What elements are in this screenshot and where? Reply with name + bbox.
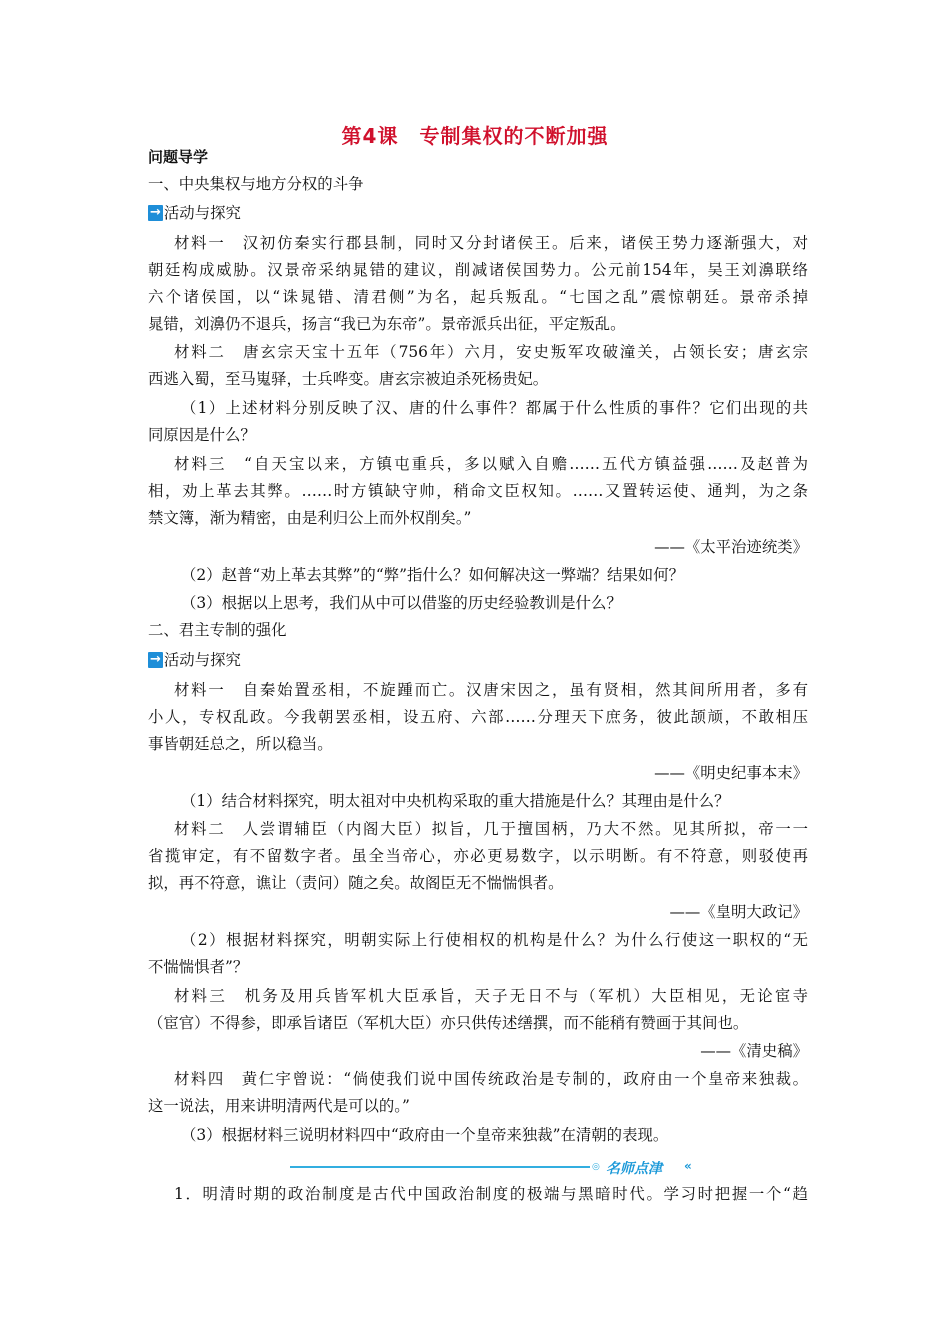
s2-m2-line-1: 省揽审定，有不留数字者。虽全当帝心，亦必更易数字，以示明断。有不符意，则驳使再: [148, 847, 808, 865]
dots-icon: ◎: [592, 1162, 600, 1172]
s1-question-2: （2）赵普“劝上革去其弊”的“弊”指什么？如何解决这一弊端？结果如何？: [181, 566, 684, 584]
s1-line-9: 相，劝上革去其弊。……时方镇缺守帅，稍命文臣权知。……又置转运使、通判，为之条: [148, 482, 808, 500]
guide-heading: 问题导学: [148, 148, 209, 166]
teacher-tips-label: [606, 1158, 662, 1178]
s1-line-1: 朝廷构成威胁。汉景帝采纳晁错的建议，削减诸侯国势力。公元前154年，吴王刘濞联络: [148, 261, 808, 279]
section1-activity: [148, 203, 808, 223]
lesson-title: 第4课 专制集权的不断加强: [341, 124, 609, 148]
section1-heading: 一、中央集权与地方分权的斗争: [148, 175, 364, 193]
s2-m1-line-1: 小人，专权乱政。今我朝罢丞相，设五府、六部……分理天下庶务，彼此颉颃，不敢相压: [148, 708, 808, 726]
s1-line-10: 禁文簿，渐为精密，由是利归公上而外权削矣。”: [148, 509, 472, 527]
s2-m2-line-2: 拟，再不符意，谯让（责问）随之矣。故阁臣无不惴惴惧者。: [148, 874, 564, 892]
teacher-tips-text: 名师点津: [606, 1161, 662, 1177]
divider-rule: [290, 1166, 590, 1168]
section2-heading: 二、君主专制的强化: [148, 621, 287, 639]
activity-label: 活动与探究: [163, 204, 241, 222]
s1-line-8: 材料三 “自天宝以来，方镇屯重兵，多以赋入自赡……五代方镇益强……及赵普为: [174, 455, 808, 473]
activity-label: 活动与探究: [163, 651, 241, 669]
teacher-note-line: 1．明清时期的政治制度是古代中国政治制度的极端与黑暗时代。学习时把握一个“趋: [174, 1185, 808, 1203]
s1-line-3: 晁错，刘濞仍不退兵，扬言“我已为东帝”。景帝派兵出征，平定叛乱。: [148, 315, 626, 333]
s2-q2-line-0: （2）根据材料探究，明朝实际上行使相权的机构是什么？为什么行使这一职权的“无: [181, 931, 808, 949]
s2-m4-line-0: 材料四 黄仁宇曾说：“倘使我们说中国传统政治是专制的，政府由一个皇帝来独裁。: [174, 1070, 808, 1088]
s2-m3-source: ——《清史稿》: [700, 1042, 808, 1060]
s2-m4-line-1: 这一说法，用来讲明清两代是可以的。”: [148, 1097, 410, 1115]
teacher-tips-divider: [290, 1158, 700, 1176]
s2-question-1: （1）结合材料探究，明太祖对中央机构采取的重大措施是什么？其理由是什么？: [181, 792, 730, 810]
s2-m3-line-1: （宦官）不得参，即承旨诸臣（军机大臣）亦只供传述缮撰，而不能稍有赞画于其间也。: [148, 1014, 749, 1032]
s1-line-2: 六个诸侯国，以“诛晁错、清君侧”为名，起兵叛乱。“七国之乱”震惊朝廷。景帝杀掉: [148, 288, 808, 306]
s1-question-3: （3）根据以上思考，我们从中可以借鉴的历史经验教训是什么？: [181, 594, 622, 612]
arrow-icon: →: [150, 205, 161, 220]
section2-activity: [148, 650, 808, 670]
s2-q2-line-1: 不惴惴惧者”？: [148, 958, 249, 976]
s1-source: ——《太平治迹统类》: [654, 538, 808, 556]
s1-line-7: 同原因是什么？: [148, 426, 256, 444]
chevron-left-icon: «: [684, 1159, 692, 1173]
s2-question-3: （3）根据材料三说明材料四中“政府由一个皇帝来独裁”在清朝的表现。: [181, 1126, 669, 1144]
s2-m2-source: ——《皇明大政记》: [669, 903, 808, 921]
s2-m1-line-0: 材料一 自秦始置丞相，不旋踵而亡。汉唐宋因之，虽有贤相，然其间所用者，多有: [174, 681, 808, 699]
s2-m1-line-2: 事皆朝廷总之，所以稳当。: [148, 735, 333, 753]
arrow-icon: →: [150, 652, 161, 667]
s2-m3-line-0: 材料三 机务及用兵皆军机大臣承旨，天子无日不与（军机）大臣相见，无论宦寺: [174, 987, 808, 1005]
s1-line-0: 材料一 汉初仿秦实行郡县制，同时又分封诸侯王。后来，诸侯王势力逐渐强大，对: [174, 234, 808, 252]
s1-line-5: 西逃入蜀，至马嵬驿，士兵哗变。唐玄宗被迫杀死杨贵妃。: [148, 370, 549, 388]
s2-m1-source: ——《明史纪事本末》: [654, 764, 808, 782]
s1-line-6: （1）上述材料分别反映了汉、唐的什么事件？都属于什么性质的事件？它们出现的共: [181, 399, 808, 417]
s1-line-4: 材料二 唐玄宗天宝十五年（756年）六月，安史叛军攻破潼关，占领长安；唐玄宗: [174, 343, 808, 361]
s2-m2-line-0: 材料二 人尝谓辅臣（内阁大臣）拟旨，几于擅国柄，乃大不然。见其所拟，帝一一: [174, 820, 808, 838]
